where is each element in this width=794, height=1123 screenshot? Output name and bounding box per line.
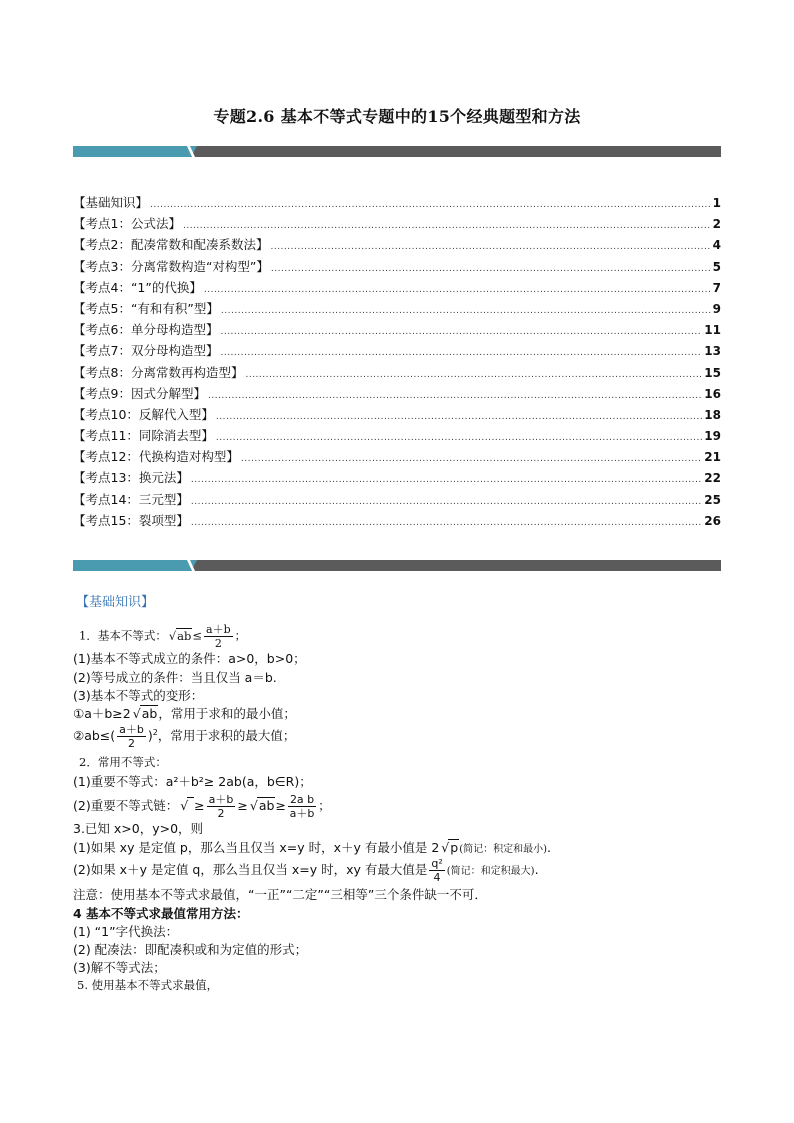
toc-entry[interactable]: [73, 405, 721, 426]
toc-entry[interactable]: [73, 257, 721, 278]
toc-entry[interactable]: [73, 468, 721, 489]
toc-entry-page: 18: [704, 407, 721, 422]
basic-inequality-line: 1．基本不等式：√ ab≤ $\frac{a+b}{2}$ ；: [79, 623, 723, 650]
toc-leader-dots: [241, 454, 702, 464]
toc-entry-label: 【考点6：单分母构造型】: [73, 322, 219, 338]
toc-entry-label: 【考点2：配凑常数和配凑系数法】: [73, 237, 269, 253]
toc-entry-label: 【考点7：双分母构造型】: [73, 343, 219, 359]
equality-line: (2)等号成立的条件：当且仅当 a＝b.: [73, 669, 277, 685]
toc-leader-dots: [270, 242, 710, 252]
methods-heading: 4 基本不等式求最值常用方法：: [73, 905, 249, 921]
note-line: 注意：使用基本不等式求最值，“一正”“二定”“三相等”三个条件缺一不可．: [73, 887, 487, 903]
given-line: 3.已知 x>0，y>0，则: [73, 821, 204, 837]
inequality-chain-line: (2)重要不等式链：√ ≥ $\frac{a+b}{2}$ ≥√ ab≥ $\frac{\text{2a b}}{a+b}$ ；: [73, 793, 723, 820]
toc-entry[interactable]: [73, 341, 721, 362]
method-1: (1) “1”字代换法：: [73, 923, 179, 939]
toc-entry[interactable]: [73, 426, 721, 447]
toc-entry[interactable]: [73, 278, 721, 299]
toc-leader-dots: [220, 348, 702, 358]
toc-entry-page: 16: [704, 386, 721, 401]
variant-heading: (3)基本不等式的变形：: [73, 687, 204, 703]
toc-entry[interactable]: [73, 214, 721, 235]
toc-entry-page: 26: [704, 513, 721, 528]
method-3: (3)解不等式法；: [73, 959, 166, 975]
toc-entry-page: 9: [712, 301, 721, 316]
method-2: (2) 配凑法：即配凑积或和为定值的形式；: [73, 941, 308, 957]
toc-leader-dots: [183, 221, 711, 231]
toc-leader-dots: [208, 391, 702, 401]
section-divider-bar: [73, 560, 721, 571]
toc-leader-dots: [204, 285, 711, 295]
toc-entry-page: 7: [712, 280, 721, 295]
toc-leader-dots: [150, 200, 711, 210]
variant-product-line: ②ab≤( $\frac{a+b}{2}$ )$^2$，常用于求积的最大值；: [73, 722, 296, 751]
toc-entry-label: 【考点13：换元法】: [73, 470, 189, 486]
toc-entry-page: 2: [712, 217, 721, 232]
table-of-contents: [73, 193, 721, 532]
toc-leader-dots: [245, 370, 702, 380]
sum-fixed-line: (2)如果 x＋y 是定值 q，那么当且仅当 x=y 时，xy 有最大值是 $\frac{\text{q²}}{4}$ (简记：和定积最大).: [73, 857, 539, 885]
toc-entry-label: 【考点10：反解代入型】: [73, 406, 214, 422]
toc-entry-page: 1: [712, 196, 721, 210]
toc-entry-page: 4: [712, 238, 721, 253]
toc-leader-dots: [221, 306, 711, 316]
toc-entry-label: 【考点14：三元型】: [73, 491, 189, 507]
toc-entry-page: 13: [704, 344, 721, 359]
toc-entry-label: 【考点1：公式法】: [73, 216, 181, 232]
toc-entry-label: 【考点3：分离常数构造“对构型”】: [73, 258, 269, 274]
toc-entry-page: 5: [712, 259, 721, 274]
toc-entry[interactable]: [73, 235, 721, 256]
title-divider-bar: [73, 146, 721, 157]
toc-entry-label: 【考点12：代换构造对构型】: [73, 449, 239, 465]
toc-entry-label: 【考点4：“1”的代换】: [73, 279, 202, 295]
toc-entry-page: 19: [704, 429, 721, 444]
toc-leader-dots: [191, 475, 702, 485]
toc-entry-page: 25: [704, 492, 721, 507]
toc-entry[interactable]: [73, 193, 721, 214]
product-fixed-line: (1)如果 xy 是定值 p，那么当且仅当 x=y 时，x＋y 有最小值是 2√ p(简记：积定和最小).: [73, 839, 723, 858]
common-inequalities-heading: 2．常用不等式：: [79, 755, 167, 770]
toc-entry-label: 【考点8：分离常数再构造型】: [73, 364, 244, 380]
important-inequality-line: (1)重要不等式：a²＋b²≥ 2ab(a，b∈R)；: [73, 773, 312, 789]
toc-entry-label: 【基础知识】: [73, 195, 149, 210]
condition-line: (1)基本不等式成立的条件：a>0，b>0；: [73, 651, 306, 667]
toc-entry-label: 【考点15：裂项型】: [73, 512, 189, 528]
toc-leader-dots: [191, 497, 702, 507]
section-label-basics: 【基础知识】: [76, 595, 155, 610]
toc-entry-label: 【考点9：因式分解型】: [73, 385, 206, 401]
toc-leader-dots: [220, 327, 702, 337]
toc-entry[interactable]: [73, 299, 721, 320]
toc-entry-page: 11: [704, 323, 721, 338]
toc-entry-page: 21: [704, 450, 721, 465]
toc-entry[interactable]: [73, 320, 721, 341]
toc-entry-label: 【考点11：同除消去型】: [73, 428, 214, 444]
toc-entry-page: 22: [704, 471, 721, 486]
toc-leader-dots: [191, 518, 702, 528]
toc-leader-dots: [216, 433, 702, 443]
toc-leader-dots: [216, 412, 702, 422]
toc-entry[interactable]: [73, 363, 721, 384]
toc-entry[interactable]: [73, 490, 721, 511]
toc-leader-dots: [271, 264, 711, 274]
document-title: 专题2.6 基本不等式专题中的15个经典题型和方法: [213, 107, 581, 126]
usage-heading: 5. 使用基本不等式求最值，: [77, 978, 219, 993]
toc-entry[interactable]: [73, 511, 721, 532]
toc-entry[interactable]: [73, 447, 721, 468]
variant-sum-line: ①a＋b≥2√ ab，常用于求和的最小值；: [73, 705, 723, 723]
toc-entry-page: 15: [704, 365, 721, 380]
toc-entry[interactable]: [73, 384, 721, 405]
basics-content: [73, 623, 723, 994]
toc-entry-label: 【考点5：“有和有积”型】: [73, 300, 219, 316]
